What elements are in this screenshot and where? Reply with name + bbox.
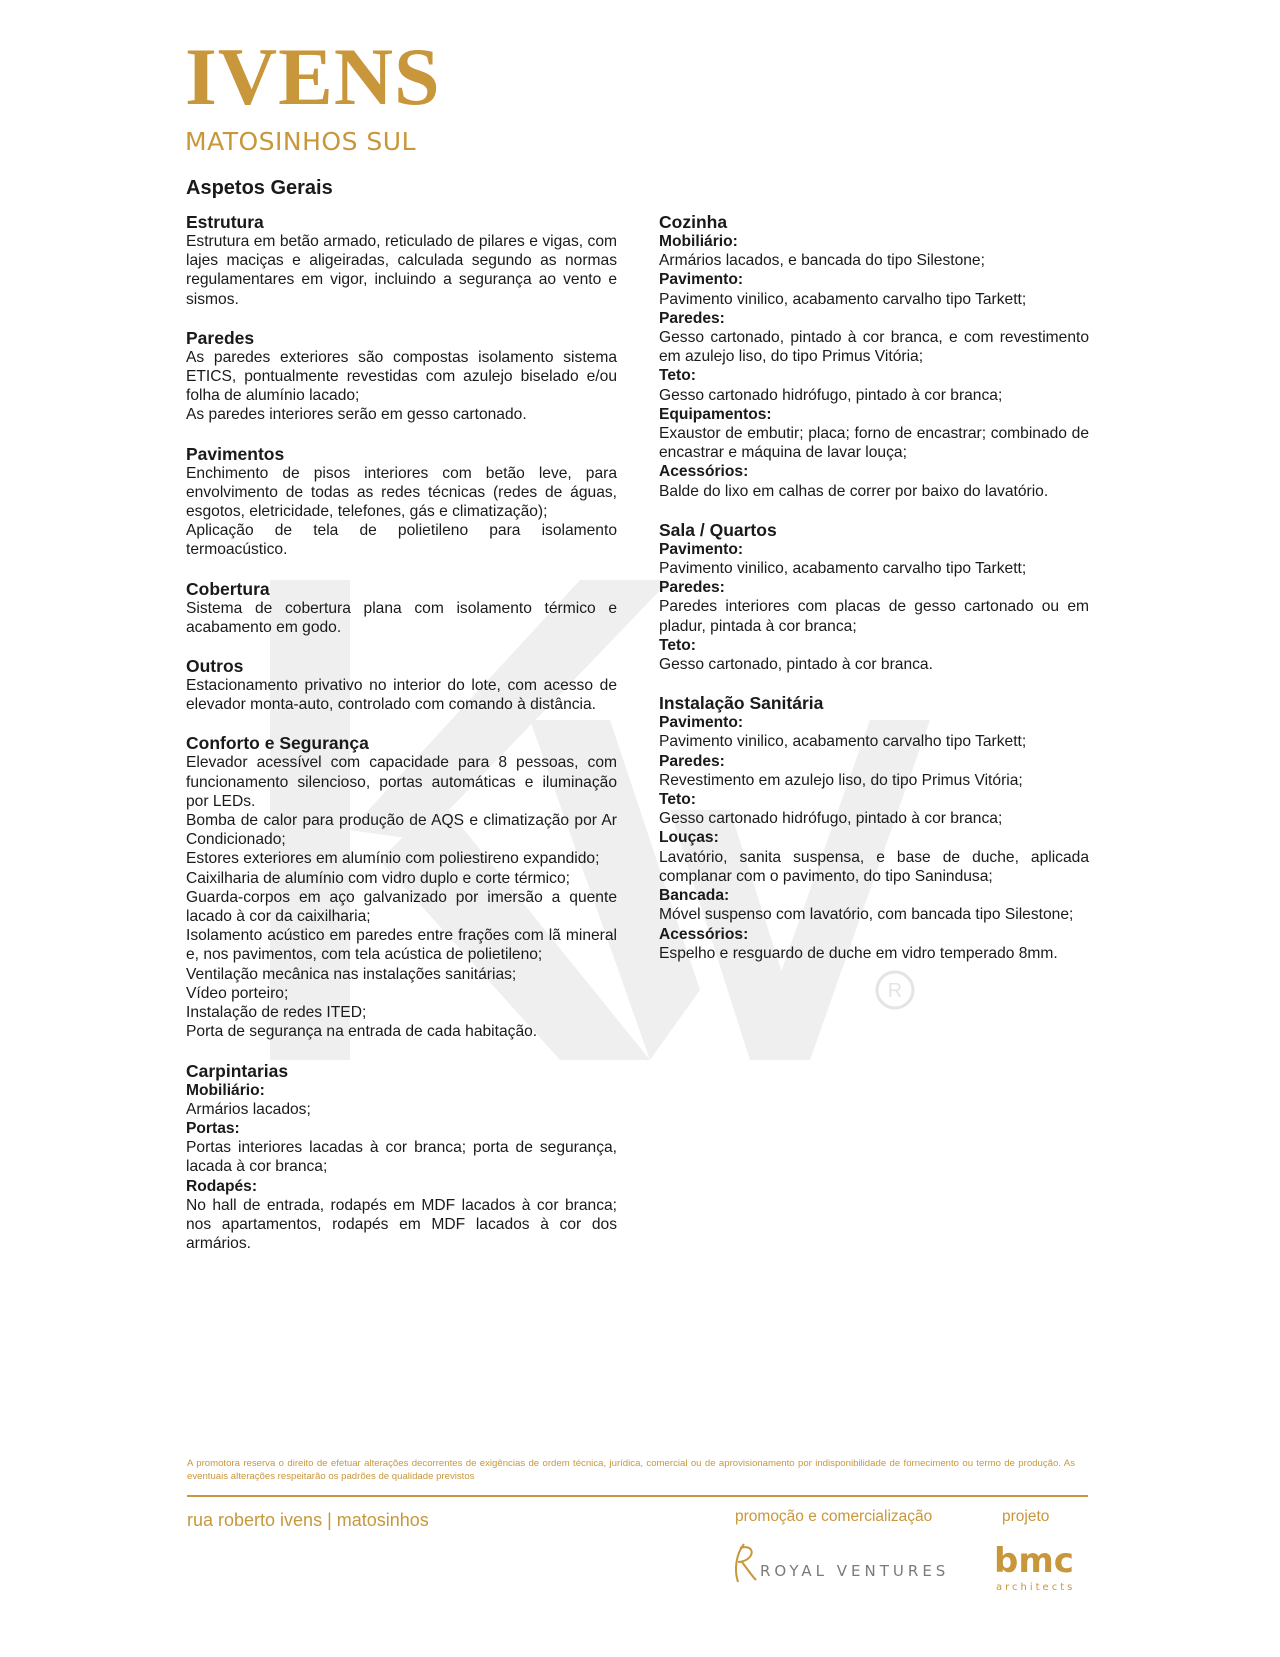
sub-label: Mobiliário: — [186, 1081, 265, 1099]
bmc-logo-subtext: architects — [996, 1582, 1076, 1593]
footer-disclaimer: A promotora reserva o direito de efetuar alterações decorrentes de exigências de ordem técnica, jurídica, comercial ou de aprovisionamento por indisponibilidade de fornecimento ou termo de produção. As eventuais alterações respeitarão os padrões de qualidade previstos — [187, 1458, 1075, 1482]
footer-divider — [187, 1495, 1088, 1497]
list-item: Porta de segurança na entrada de cada habitação. — [186, 1023, 538, 1041]
section-text: Revestimento em azulejo liso, do tipo Primus Vitória; — [659, 771, 1023, 789]
section-text: No hall de entrada, rodapés em MDF lacados à cor branca; nos apartamentos, rodapés em MDF lacados à cor dos armários. — [186, 1196, 617, 1253]
sub-label: Acessórios: — [659, 463, 749, 481]
section-title: Estrutura — [186, 212, 264, 232]
sub-label: Teto: — [659, 636, 696, 654]
section-text: As paredes exteriores são compostas isolamento sistema ETICS, pontualmente revestidas com azulejo biselado e/ou folha de alumínio lacado; — [186, 348, 617, 405]
right-column — [659, 212, 1089, 982]
sub-label: Paredes: — [659, 579, 725, 597]
section-title: Cobertura — [186, 578, 270, 599]
section-text: Pavimento vinilico, acabamento carvalho tipo Tarkett; — [659, 560, 1027, 578]
sub-label: Pavimento: — [659, 714, 744, 732]
bmc-architects-logo — [992, 1540, 1076, 1596]
section-text: Pavimento vinilico, acabamento carvalho tipo Tarkett; — [659, 290, 1027, 308]
section-text: Gesso cartonado hidrófugo, pintado à cor branca; — [659, 386, 1003, 404]
section-title: Conforto e Segurança — [186, 733, 369, 754]
section-text: Paredes interiores com placas de gesso cartonado ou em pladur, pintada à cor branca; — [659, 598, 1089, 635]
section-text: Aplicação de tela de polietileno para isolamento termoacústico. — [186, 522, 617, 559]
section-cozinha — [659, 212, 1089, 501]
section-text: Gesso cartonado, pintado à cor branca. — [659, 656, 933, 674]
list-item: Instalação de redes ITED; — [186, 1004, 367, 1022]
sub-label: Paredes: — [659, 752, 725, 770]
section-outros — [186, 656, 617, 714]
sub-label: Teto: — [659, 367, 696, 385]
section-title: Instalação Sanitária — [659, 693, 824, 714]
sub-label: Rodapés: — [186, 1177, 258, 1195]
list-item: Ventilação mecânica nas instalações sanitárias; — [186, 965, 517, 983]
sub-label: Bancada: — [659, 887, 730, 905]
list-item: Guarda-corpos em aço galvanizado por imersão a quente lacado à cor da caixilharia; — [186, 888, 617, 926]
sub-label: Pavimento: — [659, 271, 744, 289]
bmc-logo-text: bmc — [994, 1541, 1074, 1581]
list-item: Estores exteriores em alumínio com poliestireno expandido; — [186, 850, 600, 868]
section-text: Estacionamento privativo no interior do lote, com acesso de elevador monta-auto, controlado com comando à distância. — [186, 677, 617, 714]
sub-label: Equipamentos: — [659, 405, 772, 423]
list-item: Vídeo porteiro; — [186, 984, 289, 1002]
section-text: Lavatório, sanita suspensa, e base de duche, aplicada complanar com o pavimento, do tipo Sanindusa; — [659, 848, 1089, 885]
royal-logo-text: ROYAL VENTURES — [760, 1562, 950, 1580]
page-heading: Aspetos Gerais — [186, 177, 333, 199]
section-pavimentos — [186, 444, 617, 560]
section-text: Espelho e resguardo de duche em vidro temperado 8mm. — [659, 944, 1058, 962]
section-text: Pavimento vinilico, acabamento carvalho tipo Tarkett; — [659, 733, 1027, 751]
section-text: Portas interiores lacadas à cor branca; porta de segurança, lacada à cor branca; — [186, 1139, 617, 1176]
section-paredes — [186, 328, 617, 425]
section-title: Carpintarias — [186, 1060, 289, 1081]
left-column — [186, 212, 617, 1272]
section-carpintarias — [186, 1061, 617, 1254]
section-text: Estrutura em betão armado, reticulado de pilares e vigas, com lajes maciças e aligeiradas, calculada segundo as normas regulamentares em vigor, incluindo a segurança ao vento e sismos. — [186, 233, 617, 308]
list-item: Caixilharia de alumínio com vidro duplo e corte térmico; — [186, 869, 570, 887]
section-title: Cozinha — [659, 212, 728, 232]
brand-subtitle: MATOSINHOS SUL — [185, 127, 417, 156]
section-text: Sistema de cobertura plana com isolamento térmico e acabamento em godo. — [186, 599, 617, 636]
section-sala-quartos — [659, 520, 1089, 674]
section-text: Exaustor de embutir; placa; forno de encastrar; combinado de encastrar e máquina de lavar louça; — [659, 425, 1089, 462]
section-text: As paredes interiores serão em gesso cartonado. — [186, 406, 527, 424]
footer-project-label: projeto — [1002, 1508, 1050, 1525]
section-instalacao-sanitaria — [659, 693, 1089, 963]
section-title: Pavimentos — [186, 443, 285, 464]
royal-ventures-logo — [730, 1540, 950, 1586]
list-item: Isolamento acústico em paredes entre frações com lã mineral e, nos pavimentos, com tela acústica de polietileno; — [186, 927, 617, 964]
section-title: Sala / Quartos — [659, 519, 777, 540]
section-text: Armários lacados, e bancada do tipo Silestone; — [659, 252, 985, 270]
sub-label: Mobiliário: — [659, 233, 738, 250]
section-cobertura — [186, 579, 617, 637]
sub-label: Paredes: — [659, 309, 725, 327]
section-title: Paredes — [186, 327, 255, 348]
section-text: Gesso cartonado, pintado à cor branca, e com revestimento em azulejo liso, do tipo Primus Vitória; — [659, 329, 1089, 366]
svg-text:R: R — [887, 980, 903, 1002]
section-text: Móvel suspenso com lavatório, com bancada tipo Silestone; — [659, 906, 1074, 924]
sub-label: Pavimento: — [659, 540, 744, 558]
sub-label: Portas: — [186, 1119, 240, 1137]
section-text: Armários lacados; — [186, 1100, 311, 1118]
list-item: Bomba de calor para produção de AQS e climatização por Ar Condicionado; — [186, 812, 617, 849]
section-text: Gesso cartonado hidrófugo, pintado à cor branca; — [659, 810, 1003, 828]
footer-promo-label: promoção e comercialização — [735, 1508, 933, 1525]
sub-label: Louças: — [659, 829, 719, 847]
brand-logo-title: IVENS — [185, 31, 441, 122]
section-title: Outros — [186, 656, 244, 677]
footer-address: rua roberto ivens | matosinhos — [187, 1510, 429, 1530]
section-conforto — [186, 733, 617, 1041]
section-text: Enchimento de pisos interiores com betão leve, para envolvimento de todas as redes técnicas (redes de águas, esgotos, eletricidade, telefones, gás e climatização); — [186, 464, 617, 521]
sub-label: Teto: — [659, 791, 696, 809]
section-text: Balde do lixo em calhas de correr por baixo do lavatório. — [659, 482, 1049, 500]
sub-label: Acessórios: — [659, 925, 749, 943]
list-item: Elevador acessível com capacidade para 8 pessoas, com funcionamento silencioso, portas automáticas e iluminação por LEDs. — [186, 754, 617, 810]
section-estrutura — [186, 212, 617, 309]
